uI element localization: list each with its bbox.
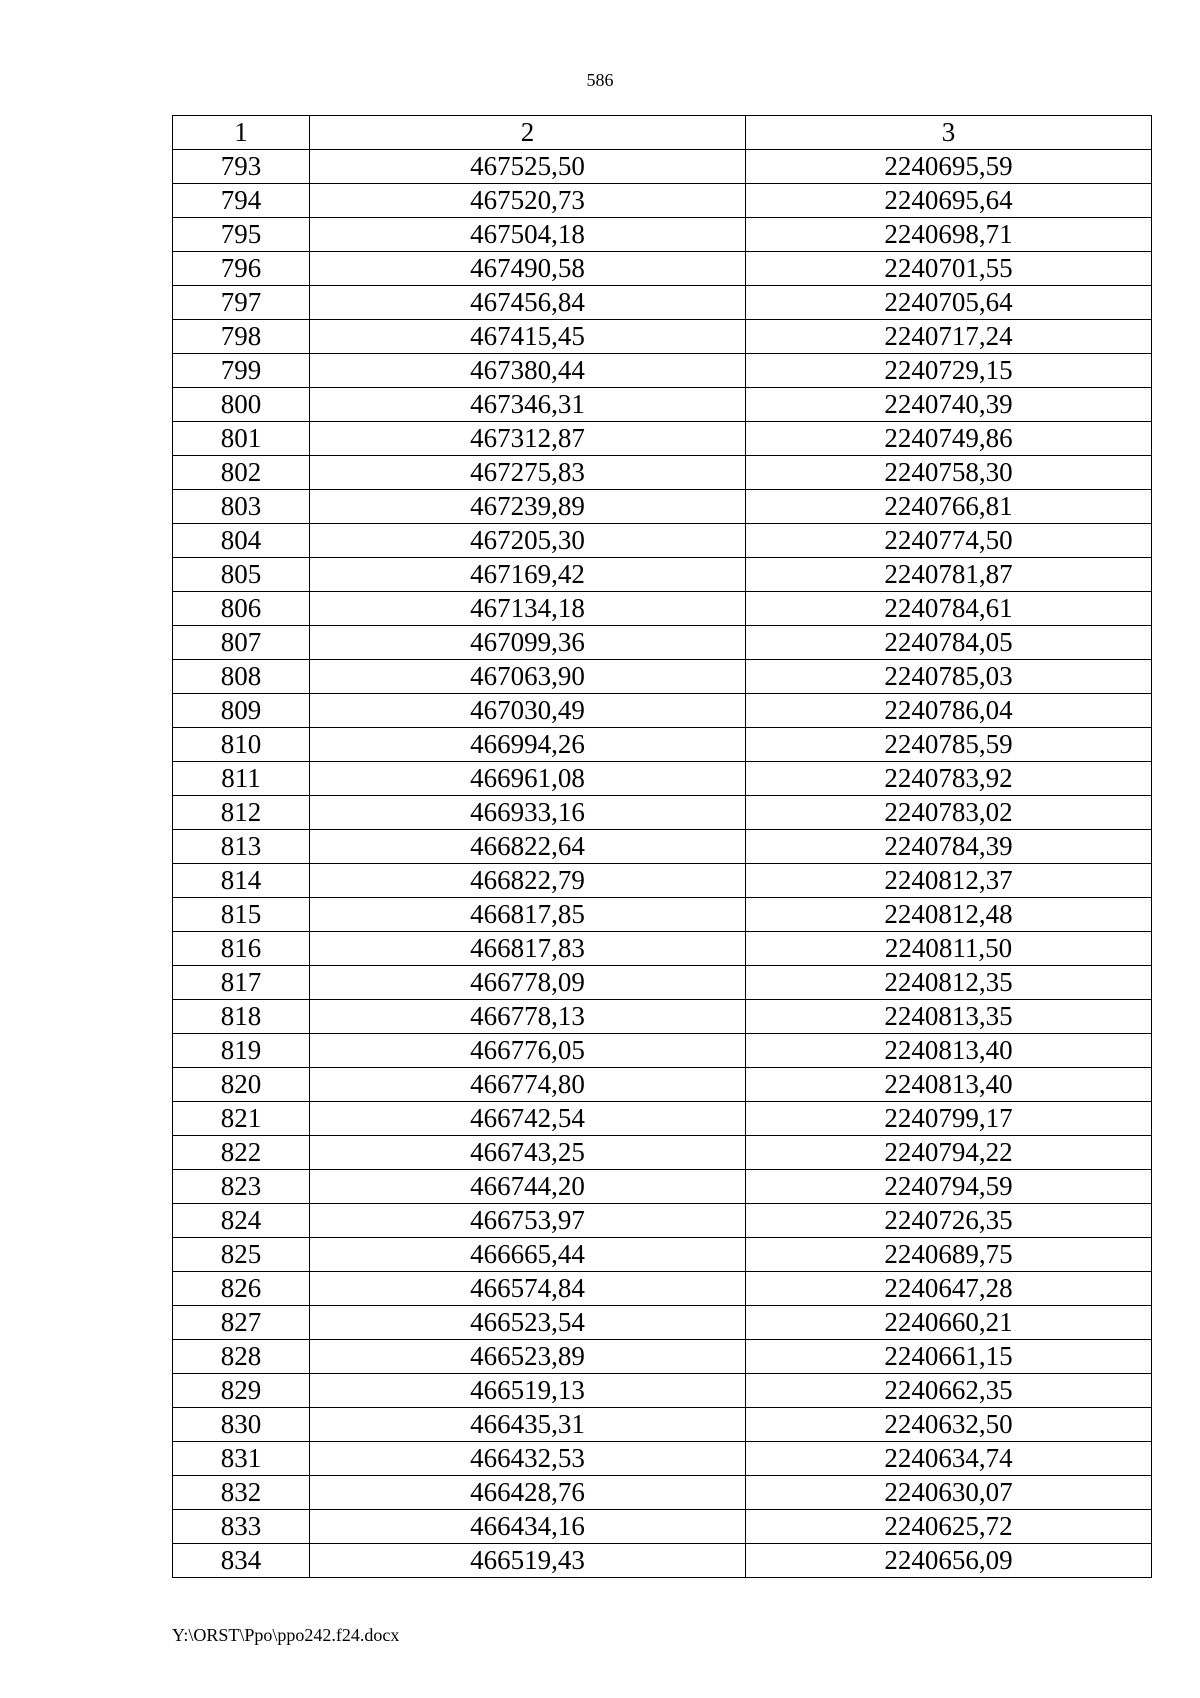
- table-body: [173, 116, 1152, 1578]
- table-row: [173, 1510, 1152, 1544]
- x-coordinate-cell: 467030,49: [310, 694, 746, 728]
- point-number-cell: 834: [173, 1544, 310, 1578]
- y-coordinate-cell: 2240785,59: [746, 728, 1152, 762]
- y-coordinate-cell: 2240695,59: [746, 150, 1152, 184]
- table-row: [173, 1034, 1152, 1068]
- header-cell-1: 1: [173, 116, 310, 150]
- y-coordinate-cell: 2240783,92: [746, 762, 1152, 796]
- y-coordinate-cell: 2240794,22: [746, 1136, 1152, 1170]
- table-row: [173, 1476, 1152, 1510]
- table-row: [173, 422, 1152, 456]
- table-row: [173, 150, 1152, 184]
- table-row: [173, 1306, 1152, 1340]
- y-coordinate-cell: 2240785,03: [746, 660, 1152, 694]
- point-number-cell: 825: [173, 1238, 310, 1272]
- y-coordinate-cell: 2240784,61: [746, 592, 1152, 626]
- point-number-cell: 799: [173, 354, 310, 388]
- x-coordinate-cell: 466428,76: [310, 1476, 746, 1510]
- x-coordinate-cell: 467346,31: [310, 388, 746, 422]
- y-coordinate-cell: 2240661,15: [746, 1340, 1152, 1374]
- table-row: [173, 1442, 1152, 1476]
- point-number-cell: 800: [173, 388, 310, 422]
- table-row: [173, 1102, 1152, 1136]
- y-coordinate-cell: 2240813,40: [746, 1034, 1152, 1068]
- y-coordinate-cell: 2240647,28: [746, 1272, 1152, 1306]
- point-number-cell: 830: [173, 1408, 310, 1442]
- point-number-cell: 794: [173, 184, 310, 218]
- point-number-cell: 795: [173, 218, 310, 252]
- table-row: [173, 320, 1152, 354]
- x-coordinate-cell: 466744,20: [310, 1170, 746, 1204]
- point-number-cell: 828: [173, 1340, 310, 1374]
- table-row: [173, 1408, 1152, 1442]
- x-coordinate-cell: 467205,30: [310, 524, 746, 558]
- table-row: [173, 592, 1152, 626]
- y-coordinate-cell: 2240726,35: [746, 1204, 1152, 1238]
- table-row: [173, 218, 1152, 252]
- page-number: 586: [586, 70, 614, 90]
- coordinates-table: [172, 115, 1152, 1578]
- table-row: [173, 388, 1152, 422]
- table-row: [173, 694, 1152, 728]
- point-number-cell: 807: [173, 626, 310, 660]
- header-cell-2: 2: [310, 116, 746, 150]
- point-number-cell: 832: [173, 1476, 310, 1510]
- x-coordinate-cell: 467063,90: [310, 660, 746, 694]
- x-coordinate-cell: 467490,58: [310, 252, 746, 286]
- point-number-cell: 820: [173, 1068, 310, 1102]
- table-row: [173, 660, 1152, 694]
- y-coordinate-cell: 2240749,86: [746, 422, 1152, 456]
- point-number-cell: 813: [173, 830, 310, 864]
- y-coordinate-cell: 2240799,17: [746, 1102, 1152, 1136]
- point-number-cell: 810: [173, 728, 310, 762]
- x-coordinate-cell: 467169,42: [310, 558, 746, 592]
- y-coordinate-cell: 2240729,15: [746, 354, 1152, 388]
- x-coordinate-cell: 467099,36: [310, 626, 746, 660]
- point-number-cell: 815: [173, 898, 310, 932]
- x-coordinate-cell: 466822,79: [310, 864, 746, 898]
- point-number-cell: 824: [173, 1204, 310, 1238]
- table-row: [173, 524, 1152, 558]
- point-number-cell: 818: [173, 1000, 310, 1034]
- y-coordinate-cell: 2240783,02: [746, 796, 1152, 830]
- table-row: [173, 1272, 1152, 1306]
- x-coordinate-cell: 466665,44: [310, 1238, 746, 1272]
- y-coordinate-cell: 2240811,50: [746, 932, 1152, 966]
- point-number-cell: 809: [173, 694, 310, 728]
- x-coordinate-cell: 466742,54: [310, 1102, 746, 1136]
- table-row: [173, 558, 1152, 592]
- point-number-cell: 801: [173, 422, 310, 456]
- x-coordinate-cell: 466822,64: [310, 830, 746, 864]
- table-header-row: [173, 116, 1152, 150]
- x-coordinate-cell: 466961,08: [310, 762, 746, 796]
- y-coordinate-cell: 2240774,50: [746, 524, 1152, 558]
- point-number-cell: 812: [173, 796, 310, 830]
- table-row: [173, 898, 1152, 932]
- table-row: [173, 796, 1152, 830]
- x-coordinate-cell: 466432,53: [310, 1442, 746, 1476]
- x-coordinate-cell: 466776,05: [310, 1034, 746, 1068]
- y-coordinate-cell: 2240630,07: [746, 1476, 1152, 1510]
- table-row: [173, 1238, 1152, 1272]
- x-coordinate-cell: 466519,43: [310, 1544, 746, 1578]
- point-number-cell: 798: [173, 320, 310, 354]
- y-coordinate-cell: 2240812,35: [746, 966, 1152, 1000]
- x-coordinate-cell: 466435,31: [310, 1408, 746, 1442]
- table-row: [173, 830, 1152, 864]
- point-number-cell: 817: [173, 966, 310, 1000]
- x-coordinate-cell: 467275,83: [310, 456, 746, 490]
- point-number-cell: 821: [173, 1102, 310, 1136]
- point-number-cell: 805: [173, 558, 310, 592]
- table-row: [173, 932, 1152, 966]
- x-coordinate-cell: 466434,16: [310, 1510, 746, 1544]
- point-number-cell: 796: [173, 252, 310, 286]
- x-coordinate-cell: 466574,84: [310, 1272, 746, 1306]
- x-coordinate-cell: 467239,89: [310, 490, 746, 524]
- table-row: [173, 184, 1152, 218]
- table-row: [173, 1340, 1152, 1374]
- y-coordinate-cell: 2240784,05: [746, 626, 1152, 660]
- x-coordinate-cell: 466523,89: [310, 1340, 746, 1374]
- point-number-cell: 811: [173, 762, 310, 796]
- x-coordinate-cell: 467415,45: [310, 320, 746, 354]
- point-number-cell: 803: [173, 490, 310, 524]
- table-row: [173, 728, 1152, 762]
- x-coordinate-cell: 466743,25: [310, 1136, 746, 1170]
- x-coordinate-cell: 466778,09: [310, 966, 746, 1000]
- y-coordinate-cell: 2240813,35: [746, 1000, 1152, 1034]
- y-coordinate-cell: 2240812,48: [746, 898, 1152, 932]
- x-coordinate-cell: 467520,73: [310, 184, 746, 218]
- x-coordinate-cell: 466994,26: [310, 728, 746, 762]
- y-coordinate-cell: 2240740,39: [746, 388, 1152, 422]
- table-row: [173, 966, 1152, 1000]
- table-row: [173, 864, 1152, 898]
- y-coordinate-cell: 2240689,75: [746, 1238, 1152, 1272]
- y-coordinate-cell: 2240695,64: [746, 184, 1152, 218]
- header-cell-3: 3: [746, 116, 1152, 150]
- point-number-cell: 822: [173, 1136, 310, 1170]
- table-row: [173, 1000, 1152, 1034]
- table-row: [173, 626, 1152, 660]
- y-coordinate-cell: 2240786,04: [746, 694, 1152, 728]
- table-row: [173, 354, 1152, 388]
- table-row: [173, 1544, 1152, 1578]
- x-coordinate-cell: 466817,85: [310, 898, 746, 932]
- x-coordinate-cell: 467525,50: [310, 150, 746, 184]
- point-number-cell: 823: [173, 1170, 310, 1204]
- y-coordinate-cell: 2240794,59: [746, 1170, 1152, 1204]
- table-row: [173, 762, 1152, 796]
- point-number-cell: 833: [173, 1510, 310, 1544]
- x-coordinate-cell: 467504,18: [310, 218, 746, 252]
- x-coordinate-cell: 467134,18: [310, 592, 746, 626]
- y-coordinate-cell: 2240812,37: [746, 864, 1152, 898]
- table-row: [173, 490, 1152, 524]
- y-coordinate-cell: 2240634,74: [746, 1442, 1152, 1476]
- x-coordinate-cell: 466817,83: [310, 932, 746, 966]
- table-row: [173, 286, 1152, 320]
- point-number-cell: 829: [173, 1374, 310, 1408]
- x-coordinate-cell: 467456,84: [310, 286, 746, 320]
- x-coordinate-cell: 466778,13: [310, 1000, 746, 1034]
- y-coordinate-cell: 2240660,21: [746, 1306, 1152, 1340]
- point-number-cell: 814: [173, 864, 310, 898]
- y-coordinate-cell: 2240766,81: [746, 490, 1152, 524]
- point-number-cell: 819: [173, 1034, 310, 1068]
- point-number-cell: 797: [173, 286, 310, 320]
- point-number-cell: 827: [173, 1306, 310, 1340]
- x-coordinate-cell: 466933,16: [310, 796, 746, 830]
- point-number-cell: 816: [173, 932, 310, 966]
- y-coordinate-cell: 2240784,39: [746, 830, 1152, 864]
- point-number-cell: 804: [173, 524, 310, 558]
- point-number-cell: 802: [173, 456, 310, 490]
- point-number-cell: 808: [173, 660, 310, 694]
- x-coordinate-cell: 466753,97: [310, 1204, 746, 1238]
- table-row: [173, 1204, 1152, 1238]
- y-coordinate-cell: 2240705,64: [746, 286, 1152, 320]
- x-coordinate-cell: 466774,80: [310, 1068, 746, 1102]
- y-coordinate-cell: 2240758,30: [746, 456, 1152, 490]
- table-row: [173, 1374, 1152, 1408]
- y-coordinate-cell: 2240632,50: [746, 1408, 1152, 1442]
- y-coordinate-cell: 2240781,87: [746, 558, 1152, 592]
- table-row: [173, 1170, 1152, 1204]
- table-row: [173, 456, 1152, 490]
- y-coordinate-cell: 2240813,40: [746, 1068, 1152, 1102]
- point-number-cell: 831: [173, 1442, 310, 1476]
- x-coordinate-cell: 467380,44: [310, 354, 746, 388]
- point-number-cell: 793: [173, 150, 310, 184]
- x-coordinate-cell: 467312,87: [310, 422, 746, 456]
- table-row: [173, 1068, 1152, 1102]
- y-coordinate-cell: 2240662,35: [746, 1374, 1152, 1408]
- point-number-cell: 806: [173, 592, 310, 626]
- x-coordinate-cell: 466519,13: [310, 1374, 746, 1408]
- y-coordinate-cell: 2240698,71: [746, 218, 1152, 252]
- table-row: [173, 252, 1152, 286]
- y-coordinate-cell: 2240717,24: [746, 320, 1152, 354]
- table-row: [173, 1136, 1152, 1170]
- point-number-cell: 826: [173, 1272, 310, 1306]
- x-coordinate-cell: 466523,54: [310, 1306, 746, 1340]
- y-coordinate-cell: 2240625,72: [746, 1510, 1152, 1544]
- footer-file-path: Y:\ORST\Ppo\ppo242.f24.docx: [172, 1625, 400, 1645]
- y-coordinate-cell: 2240656,09: [746, 1544, 1152, 1578]
- y-coordinate-cell: 2240701,55: [746, 252, 1152, 286]
